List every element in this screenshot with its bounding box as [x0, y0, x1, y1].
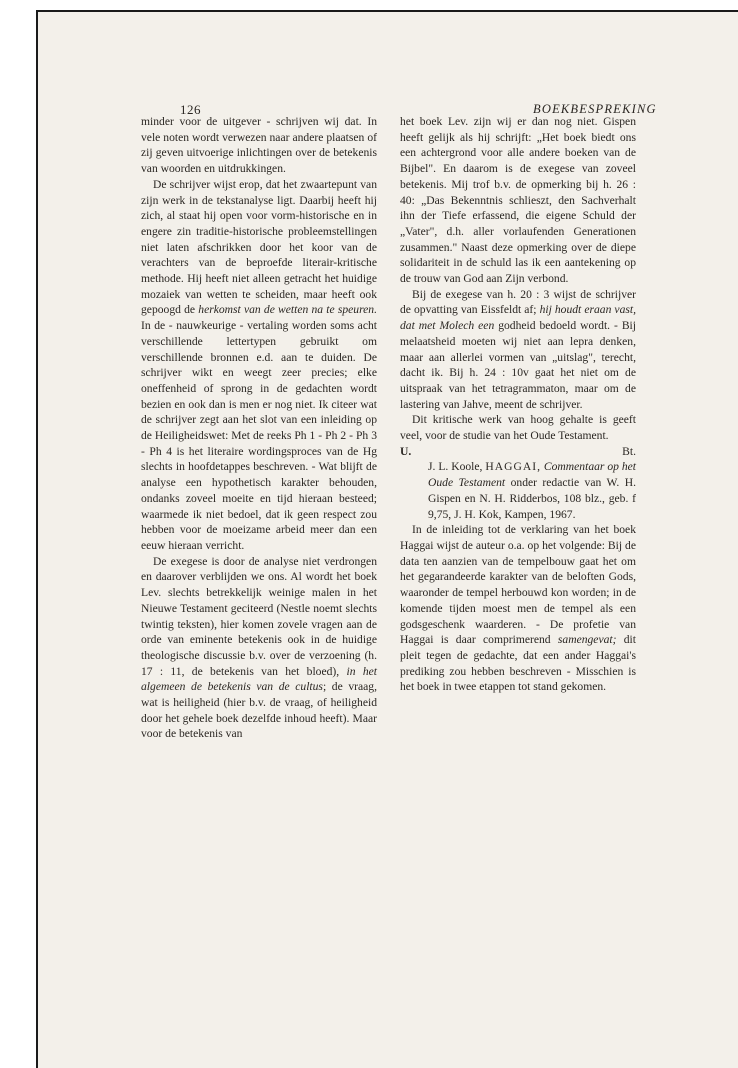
paragraph	[400, 522, 636, 695]
paragraph	[141, 177, 377, 554]
text: ; de vraag, wat is heiligheid (hier b.v. de vraag, of heiligheid door het gehele boek dezelfde inhoud heeft). Maar voor de betekenis van	[141, 680, 377, 741]
signature-initial: U.	[400, 444, 412, 458]
text: In de - nauwkeurige - vertaling worden soms acht verschillende lettertypen gebruikt om verschillende bronnen e.d. aan te duiden. De schrijver wikt en weegt zeer precies; elke oneffenheid of sprong in de gedachten wordt bezien en ook dan is men er nog niet. Ik citeer wat de schrijver zegt aan het slot van een inleiding op de Heiligheidswet: Met de reeks Ph 1 - Ph 2 - Ph 3 - Ph 4 is het literaire wordingsproces van de Hg slechts in hoofdetappes beschreven. - Wat blijft de analyse een hypothetisch karakter behouden, ondanks zoveel moeite en tijd hieraan besteed; waarmede ik niet bedoel, dat ik geen respect zou hebben voor de moeizame arbeid meer dan een eeuw hieraan verricht.	[141, 319, 377, 552]
text: De exegese is door de analyse niet verdrongen en daarover verblijden we ons. Al wordt het boek Lev. slechts betrekkelijk weinige malen in het Nieuwe Testament geciteerd (Nestle noemt slechts twintig teksten), hier komen zovele vragen aan de orde van eminente betekenis ook in de huidige theologische discussie b.v. over de verzoening (h. 17 : 11, de betekenis van het bloed),	[141, 554, 377, 678]
text: Dit kritische werk van hoog gehalte is geeft veel, voor de studie van het Oude Testament.	[400, 413, 636, 443]
right-column	[400, 114, 636, 695]
book-reference	[400, 459, 636, 522]
ref-details: onder redactie van W. H. Gispen en N. H. Ridderbos, 108 blz., geb. f 9,75, J. H. Kok, Kampen, 1967.	[428, 476, 637, 521]
text: In de inleiding tot de verklaring van het boek Haggai wijst de auteur o.a. op het volgende: Bij de data ten aanzien van de tempelbouw gaat het om het gegarandeerde karakter van de beloften Gods, waaronder de tempel herbouwd kon worden; in de komende tijden moest men de tempel als een godsgeschenk waarderen. - De profetie van Haggai is daar comprimerend	[400, 523, 636, 647]
page-number: 126	[180, 102, 201, 117]
paragraph	[400, 412, 636, 443]
emphasis: hij houdt eraan vast, dat met Molech een	[400, 303, 636, 333]
text: het boek Lev. zijn wij er dan nog niet. Gispen heeft gelijk als hij schrijft: „Het boek biedt ons een achtergrond voor alle andere boeken van de Bijbel". En daarom is de exegese van zoveel betekenis. Mij trof b.v. de opmerking bij h. 26 : 40: „Das Bekenntnis schlieszt, den Sachverhalt ihn der Tiefe erfassend, die eigene Schuld der „Vater", d.h. aller vorlaufenden Generationen zusammen." Naast deze opmerking over de diepe solidariteit in de schuld las ik een aantekening op de trouw van God aan Zijn verbond.	[400, 115, 636, 286]
text: godheid bedoeld wordt. - Bij melaatsheid moeten wij niet aan lepra denken, maar aan allerlei vormen van „uitslag", terecht, dacht ik. Bij h. 24 : 10v gaat het niet om de uitspraak van het tetragrammaton, maar om de lastering van Jahve, meent de schrijver.	[400, 319, 637, 411]
text: Bij de exegese van h. 20 : 3 wijst de schrijver de opvatting van Eissfeldt af;	[400, 287, 636, 317]
text: minder voor de uitgever - schrijven wij dat. In vele noten wordt verwezen naar andere plaatsen of zij geven uitvoerige inlichtingen over de betekenis van woorden en uitdrukkingen.	[141, 115, 377, 176]
paragraph	[400, 114, 636, 287]
ref-author: J. L. Koole,	[428, 460, 486, 474]
reviewer-signature	[400, 444, 636, 460]
emphasis: samengevat;	[557, 633, 617, 647]
ref-title: HAGGAI,	[485, 460, 541, 474]
emphasis: in het algemeen de betekenis van de cultus	[141, 664, 377, 694]
paragraph	[141, 554, 377, 742]
running-title: BOEKBESPREKING	[533, 102, 657, 116]
signature-name: Bt.	[622, 444, 636, 458]
text: dit pleit tegen de gedachte, dat een ander Haggai's prediking zou hebben beschreven - Misschien is het boek in twee etappen tot stand gekomen.	[400, 633, 637, 694]
emphasis: herkomst van de wetten na te speuren.	[198, 303, 377, 317]
ref-series: Commentaar op het Oude Testament	[428, 460, 636, 490]
paragraph	[141, 114, 377, 177]
left-column	[141, 114, 377, 742]
paragraph	[400, 287, 636, 413]
text: De schrijver wijst erop, dat het zwaartepunt van zijn werk in de tekstanalyse ligt. Daarbij heeft hij zich, al staat hij open voor vorm-historische en in engere zin traditie-historische probleemstellingen niet laten afschrikken door het koor van de verachters van de beproefde literair-kritische methode. Hij heeft niet alleen getracht het huidige mozaiek van wetten te scheiden, maar heeft ook gepoogd de	[141, 177, 377, 317]
